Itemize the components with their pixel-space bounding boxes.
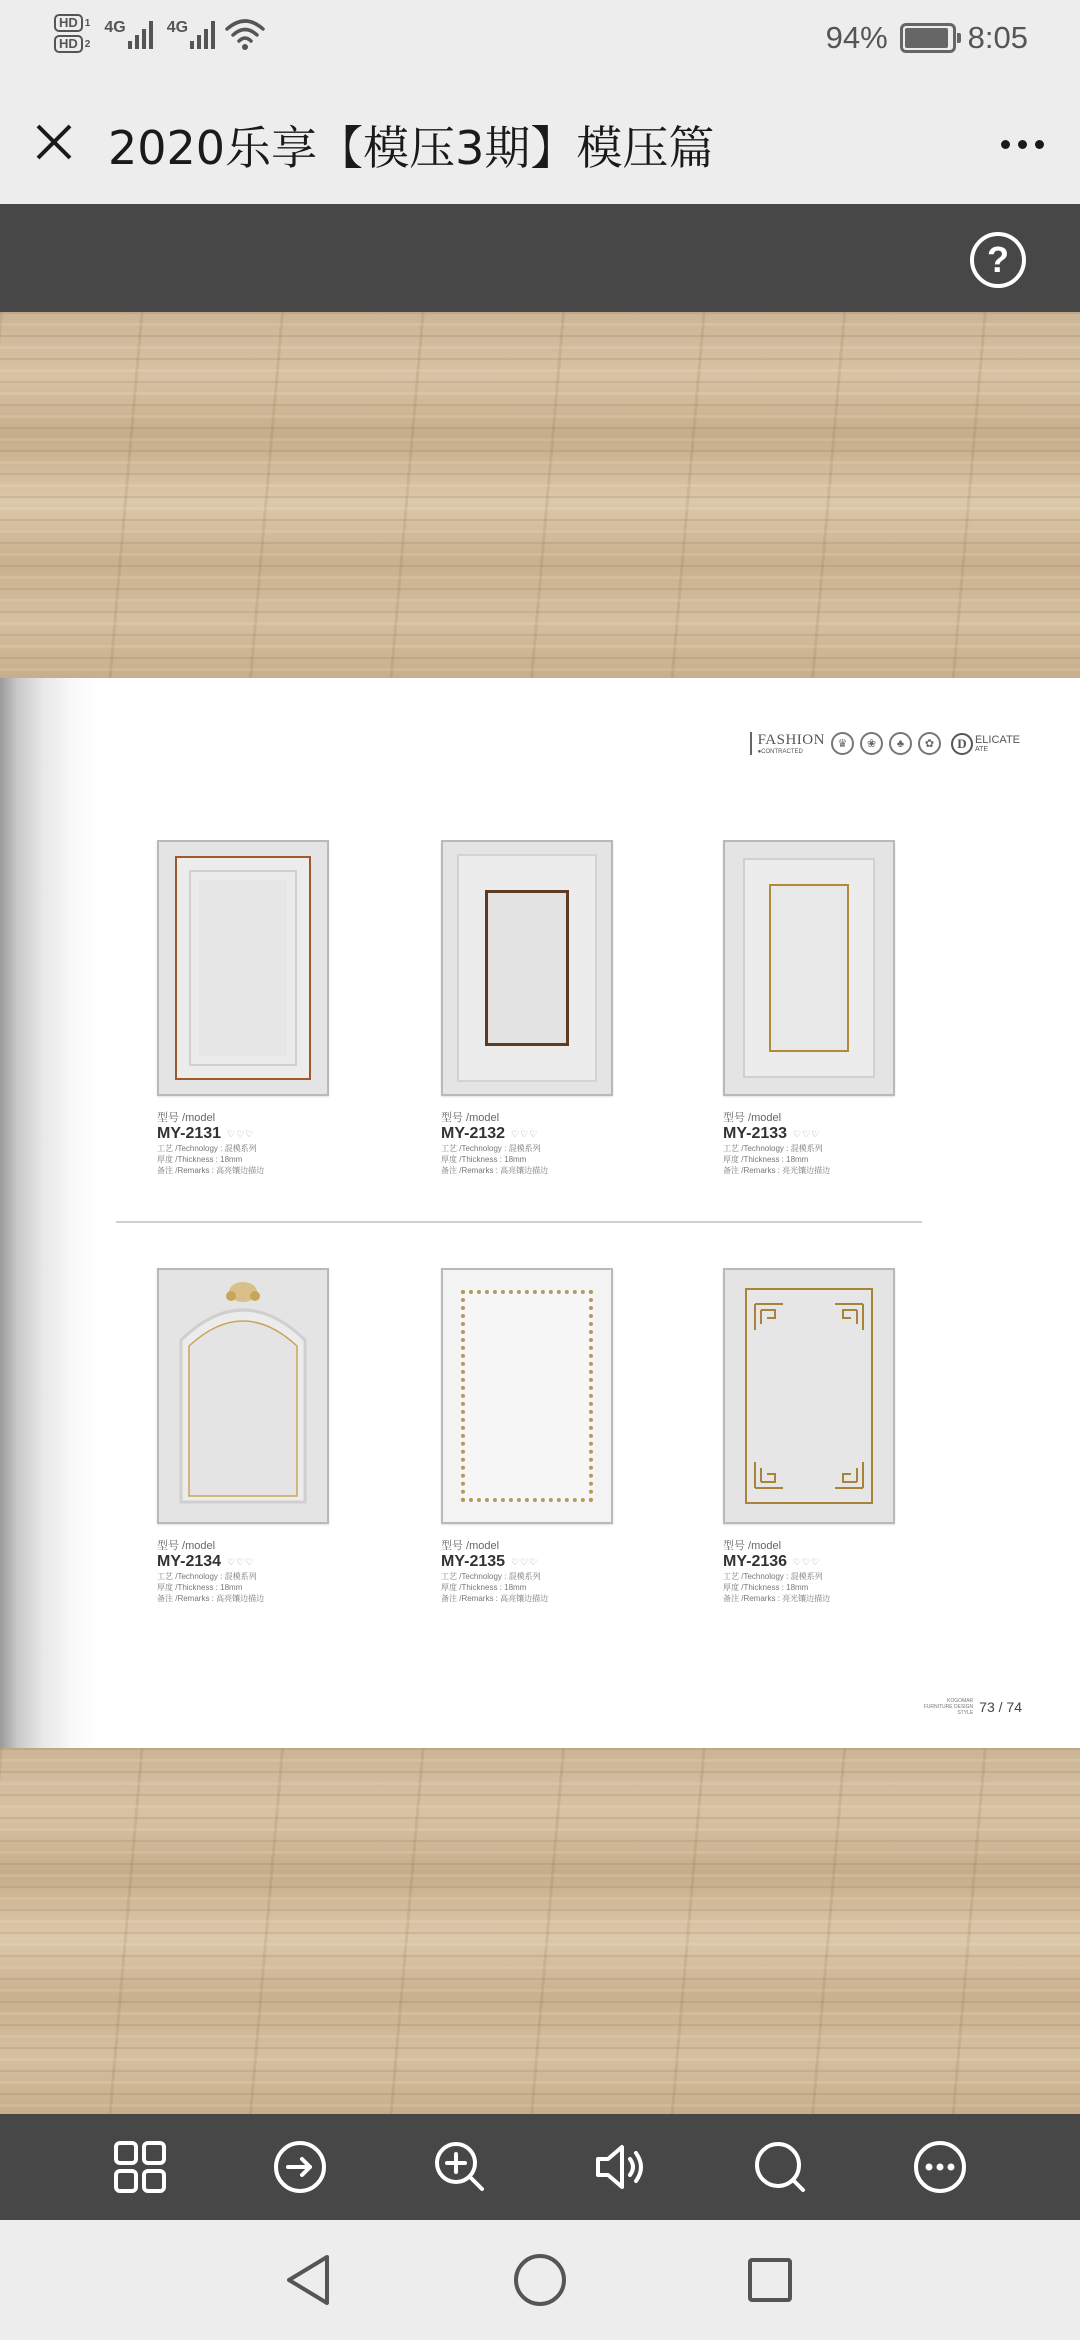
brand-fashion-text: FASHION [757,732,825,748]
leaf-badge-icon: ❀ [860,732,883,755]
row-divider [116,1221,922,1223]
product-caption [723,1540,923,1604]
product-card[interactable] [723,1268,923,1604]
product-card[interactable] [723,840,923,1176]
fineprint-line: KOGOMAR [947,1698,974,1704]
product-card[interactable] [441,840,641,1176]
system-nav-bar [0,2220,1080,2340]
remarks-line: 备注 /Remarks : 亮光镶边描边 [723,1594,831,1603]
dot [1018,140,1027,149]
brand-contracted-text: ●CONTRACTED [757,749,803,755]
model-number [441,1553,641,1571]
model-code: MY-2134 [157,1553,222,1570]
home-circle-icon [512,2252,568,2308]
search-icon [752,2139,808,2195]
battery-level [905,28,948,48]
trophy-badge-icon: ♛ [831,732,854,755]
brand-delicate-initial: D [951,733,973,755]
sim1-index: 1 [84,17,91,29]
status-bar-right [826,20,1028,56]
product-caption [157,1112,357,1176]
wifi-icon [223,17,267,51]
sim-indicators [54,14,90,53]
wood-background-top [0,312,1080,678]
sim1-indicator [54,14,90,32]
audio-button[interactable] [584,2131,656,2203]
close-icon [32,120,76,164]
product-caption [441,1112,641,1176]
door-image-my-2131 [157,840,329,1096]
model-label: 型号 /model [441,1540,500,1552]
door-image-my-2135 [441,1268,613,1524]
help-button[interactable]: ? [970,232,1026,288]
model-label: 型号 /model [441,1112,500,1124]
dot [1001,140,1010,149]
network1-label: 4G [104,18,126,36]
brand-delicate-sub: ATE [974,745,989,753]
more-circle-icon [912,2139,968,2195]
model-number [723,1125,923,1143]
thickness-line: 厚度 /Thickness : 18mm [441,1155,527,1164]
technology-line: 工艺 /Technology : 混模系列 [157,1572,257,1581]
model-label: 型号 /model [723,1540,782,1552]
gem-rating-icon: ♡♡♡ [793,1557,821,1567]
technology-line: 工艺 /Technology : 混模系列 [441,1572,541,1581]
model-label: 型号 /model [157,1112,216,1124]
share-button[interactable] [264,2131,336,2203]
technology-line: 工艺 /Technology : 混模系列 [441,1144,541,1153]
page-footer-fineprint [924,1698,973,1716]
signal-bars-icon [190,19,215,49]
nav-back-button[interactable] [278,2250,338,2310]
gem-rating-icon: ♡♡♡ [227,1557,255,1567]
model-code: MY-2133 [723,1125,788,1142]
model-code: MY-2132 [441,1125,506,1142]
fineprint-line: FURNITURE DESIGN [923,1704,974,1710]
nav-recents-button[interactable] [740,2250,800,2310]
model-code: MY-2136 [723,1553,788,1570]
remarks-line: 备注 /Remarks : 亮光镶边描边 [723,1166,831,1175]
back-triangle-icon [283,2253,333,2307]
share-arrow-icon [272,2139,328,2195]
brand-fashion [750,732,825,755]
model-code: MY-2131 [157,1125,222,1142]
brand-delicate-word: ELICATE [974,733,1020,746]
viewer-top-bar [0,204,1080,312]
thickness-line: 厚度 /Thickness : 18mm [157,1583,243,1592]
fineprint-line: STYLE [957,1710,974,1716]
tree-badge-icon: ♣ [889,732,912,755]
gem-rating-icon: ♡♡♡ [793,1129,821,1139]
network2-signal [167,19,215,49]
nav-home-button[interactable] [510,2250,570,2310]
thickness-line: 厚度 /Thickness : 18mm [723,1583,809,1592]
product-card[interactable] [441,1268,641,1604]
status-bar [0,0,1080,80]
brand-strip [750,732,1020,755]
sim2-index: 2 [84,38,91,50]
model-number [441,1125,641,1143]
network2-label: 4G [166,18,189,36]
brand-delicate-text [975,735,1020,753]
thickness-line: 厚度 /Thickness : 18mm [723,1155,809,1164]
remarks-line: 备注 /Remarks : 高亮镶边描边 [157,1166,265,1175]
thumbnails-button[interactable] [104,2131,176,2203]
flower-badge-icon: ✿ [918,732,941,755]
model-code: MY-2135 [441,1553,506,1570]
gem-rating-icon: ♡♡♡ [511,1557,539,1567]
sim2-indicator [54,35,90,53]
search-button[interactable] [744,2131,816,2203]
technology-line: 工艺 /Technology : 混模系列 [157,1144,257,1153]
status-bar-left [54,14,267,53]
clock: 8:05 [967,20,1028,55]
model-number [723,1553,923,1571]
volume-icon [592,2139,648,2195]
model-number [157,1553,357,1571]
thickness-line: 厚度 /Thickness : 18mm [441,1583,527,1592]
battery-percent: 94% [825,20,888,55]
product-caption [723,1112,923,1176]
page-spine-shadow [0,678,96,1748]
technology-line: 工艺 /Technology : 混模系列 [723,1144,823,1153]
signal-bars-icon [128,19,153,49]
gem-rating-icon: ♡♡♡ [511,1129,539,1139]
model-number [157,1125,357,1143]
remarks-line: 备注 /Remarks : 高亮镶边描边 [441,1594,549,1603]
page-number-block [924,1698,1022,1716]
remarks-line: 备注 /Remarks : 高亮镶边描边 [157,1594,265,1603]
recents-square-icon [744,2254,796,2306]
more-options-button[interactable] [990,116,1054,172]
model-label: 型号 /model [723,1112,782,1124]
product-card[interactable] [157,1268,357,1604]
network1-signal [104,19,152,49]
product-caption [157,1540,357,1604]
door-image-my-2134 [157,1268,329,1524]
title-bar [0,80,1080,204]
brand-delicate [951,733,1020,755]
grid-icon [112,2139,168,2195]
more-button[interactable] [904,2131,976,2203]
door-image-my-2132 [441,840,613,1096]
sim2-hd-label: HD [54,35,83,53]
technology-line: 工艺 /Technology : 混模系列 [723,1572,823,1581]
product-card[interactable] [157,840,357,1176]
catalog-page[interactable] [0,678,1080,1748]
battery-icon [900,23,956,53]
zoom-in-icon [432,2139,488,2195]
zoom-in-button[interactable] [424,2131,496,2203]
wood-background-bottom [0,1748,1080,2114]
thickness-line: 厚度 /Thickness : 18mm [157,1155,243,1164]
dot [1035,140,1044,149]
sim1-hd-label: HD [54,14,83,32]
model-label: 型号 /model [157,1540,216,1552]
product-caption [441,1540,641,1604]
remarks-line: 备注 /Remarks : 高亮镶边描边 [441,1166,549,1175]
close-button[interactable] [26,114,82,170]
door-image-my-2133 [723,840,895,1096]
viewer-bottom-toolbar [0,2114,1080,2220]
gem-rating-icon: ♡♡♡ [227,1129,255,1139]
page-number: 73 / 74 [979,1699,1022,1715]
door-image-my-2136 [723,1268,895,1524]
page-title: 2020乐享【模压3期】模压篇 [108,121,715,175]
